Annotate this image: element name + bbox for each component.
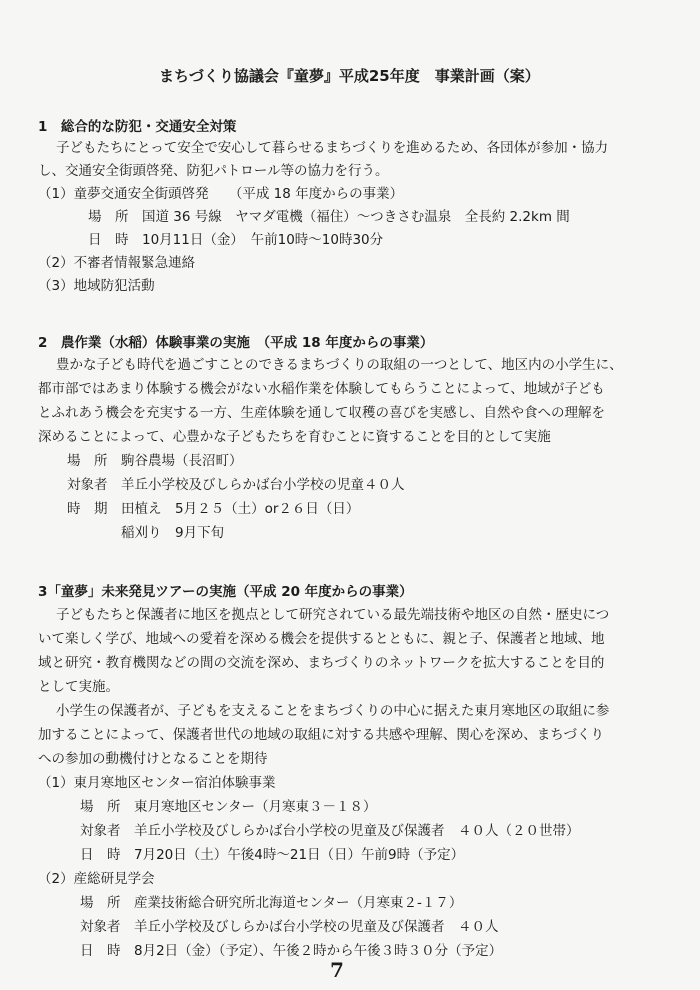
document-title: まちづくり協議会『童夢』平成25年度 事業計画（案） [159,67,540,85]
section-3-line: 域と研究・教育機関などの間の交流を深め、まちづくりのネットワークを拡大することを目的 [38,655,605,671]
section-2-detail: 対象者 羊丘小学校及びしらかば台小学校の児童４０人 [67,477,405,493]
section-2-line: 都市部ではあまり体験する機会がない水稲作業を体験してもらうことによって、地域が子ども [38,381,605,397]
section-3-line: への参加の動機付けとなることを期待 [38,751,268,767]
section-1-item: （2）不審者情報緊急連絡 [38,255,196,271]
section-3-item: （1）東月寒地区センター宿泊体験事業 [38,775,276,791]
section-3-detail: 対象者 羊丘小学校及びしらかば台小学校の児童及び保護者 ４０人（２０世帯） [80,823,580,839]
section-3-line: として実施。 [38,679,119,695]
section-3-detail: 対象者 羊丘小学校及びしらかば台小学校の児童及び保護者 ４０人 [80,919,499,935]
section-2-line: 豊かな子ども時代を過ごすことのできるまちづくりの取組の一つとして、地区内の小学生に、 [56,357,623,373]
section-1-item: （1）童夢交通安全街頭啓発 （平成 18 年度からの事業） [38,186,404,202]
section-1-line: 子どもたちにとって安全で安心して暮らせるまちづくりを進めるため、各団体が参加・協力 [56,140,609,156]
section-2-detail: 稲刈り 9月下旬 [121,525,225,541]
section-3-detail: 場 所 産業技術総合研究所北海道センター（月寒東２-１７） [80,895,463,911]
section-2-detail: 時 期 田植え 5月２５（土）or２６日（日） [67,501,360,517]
section-1-heading: 1 総合的な防犯・交通安全対策 [38,119,237,135]
section-3-line: 加することによって、保護者世代の地域の取組に対する共感や理解、関心を深め、まちづくり [38,727,605,743]
section-3-detail: 日 時 7月20日（土）午後4時～21日（日）午前9時（予定） [80,847,465,863]
section-3-line: いて楽しく学び、地域への愛着を深める機会を提供するとともに、親と子、保護者と地域、地 [38,631,605,647]
page-number: 7 [330,958,344,982]
section-3-line: 小学生の保護者が、子どもを支えることをまちづくりの中心に据えた東月寒地区の取組に参 [56,703,610,719]
section-1-detail: 日 時 10月11日（金） 午前10時～10時30分 [88,232,384,248]
section-1-item: （3）地域防犯活動 [38,278,155,294]
section-3-detail: 場 所 東月寒地区センター（月寒東３－１８） [80,799,377,815]
section-2-detail: 場 所 駒谷農場（長沼町） [67,453,243,469]
section-2-heading: 2 農作業（水稲）体験事業の実施 （平成 18 年度からの事業） [38,335,434,351]
section-3-item: （2）産総研見学会 [38,871,155,887]
section-3-heading: 3「童夢」未来発見ツアーの実施（平成 20 年度からの事業） [38,584,413,600]
section-1-detail: 場 所 国道 36 号線 ヤマダ電機（福住）～つきさむ温泉 全長約 2.2km 間 [88,209,570,225]
section-3-line: 子どもたちと保護者に地区を拠点として研究されている最先端技術や地区の自然・歴史につ [56,607,610,623]
section-3-detail: 日 時 8月2日（金）（予定）、午後２時から午後３時３０分（予定） [80,943,503,959]
section-1-line: し、交通安全街頭啓発、防犯パトロール等の協力を行う。 [38,163,389,179]
section-2-line: 深めることによって、心豊かな子どもたちを育むことに資することを目的として実施 [38,429,551,445]
section-2-line: とふれあう機会を充実する一方、生産体験を通して収穫の喜びを実感し、自然や食への理解を [38,405,605,421]
